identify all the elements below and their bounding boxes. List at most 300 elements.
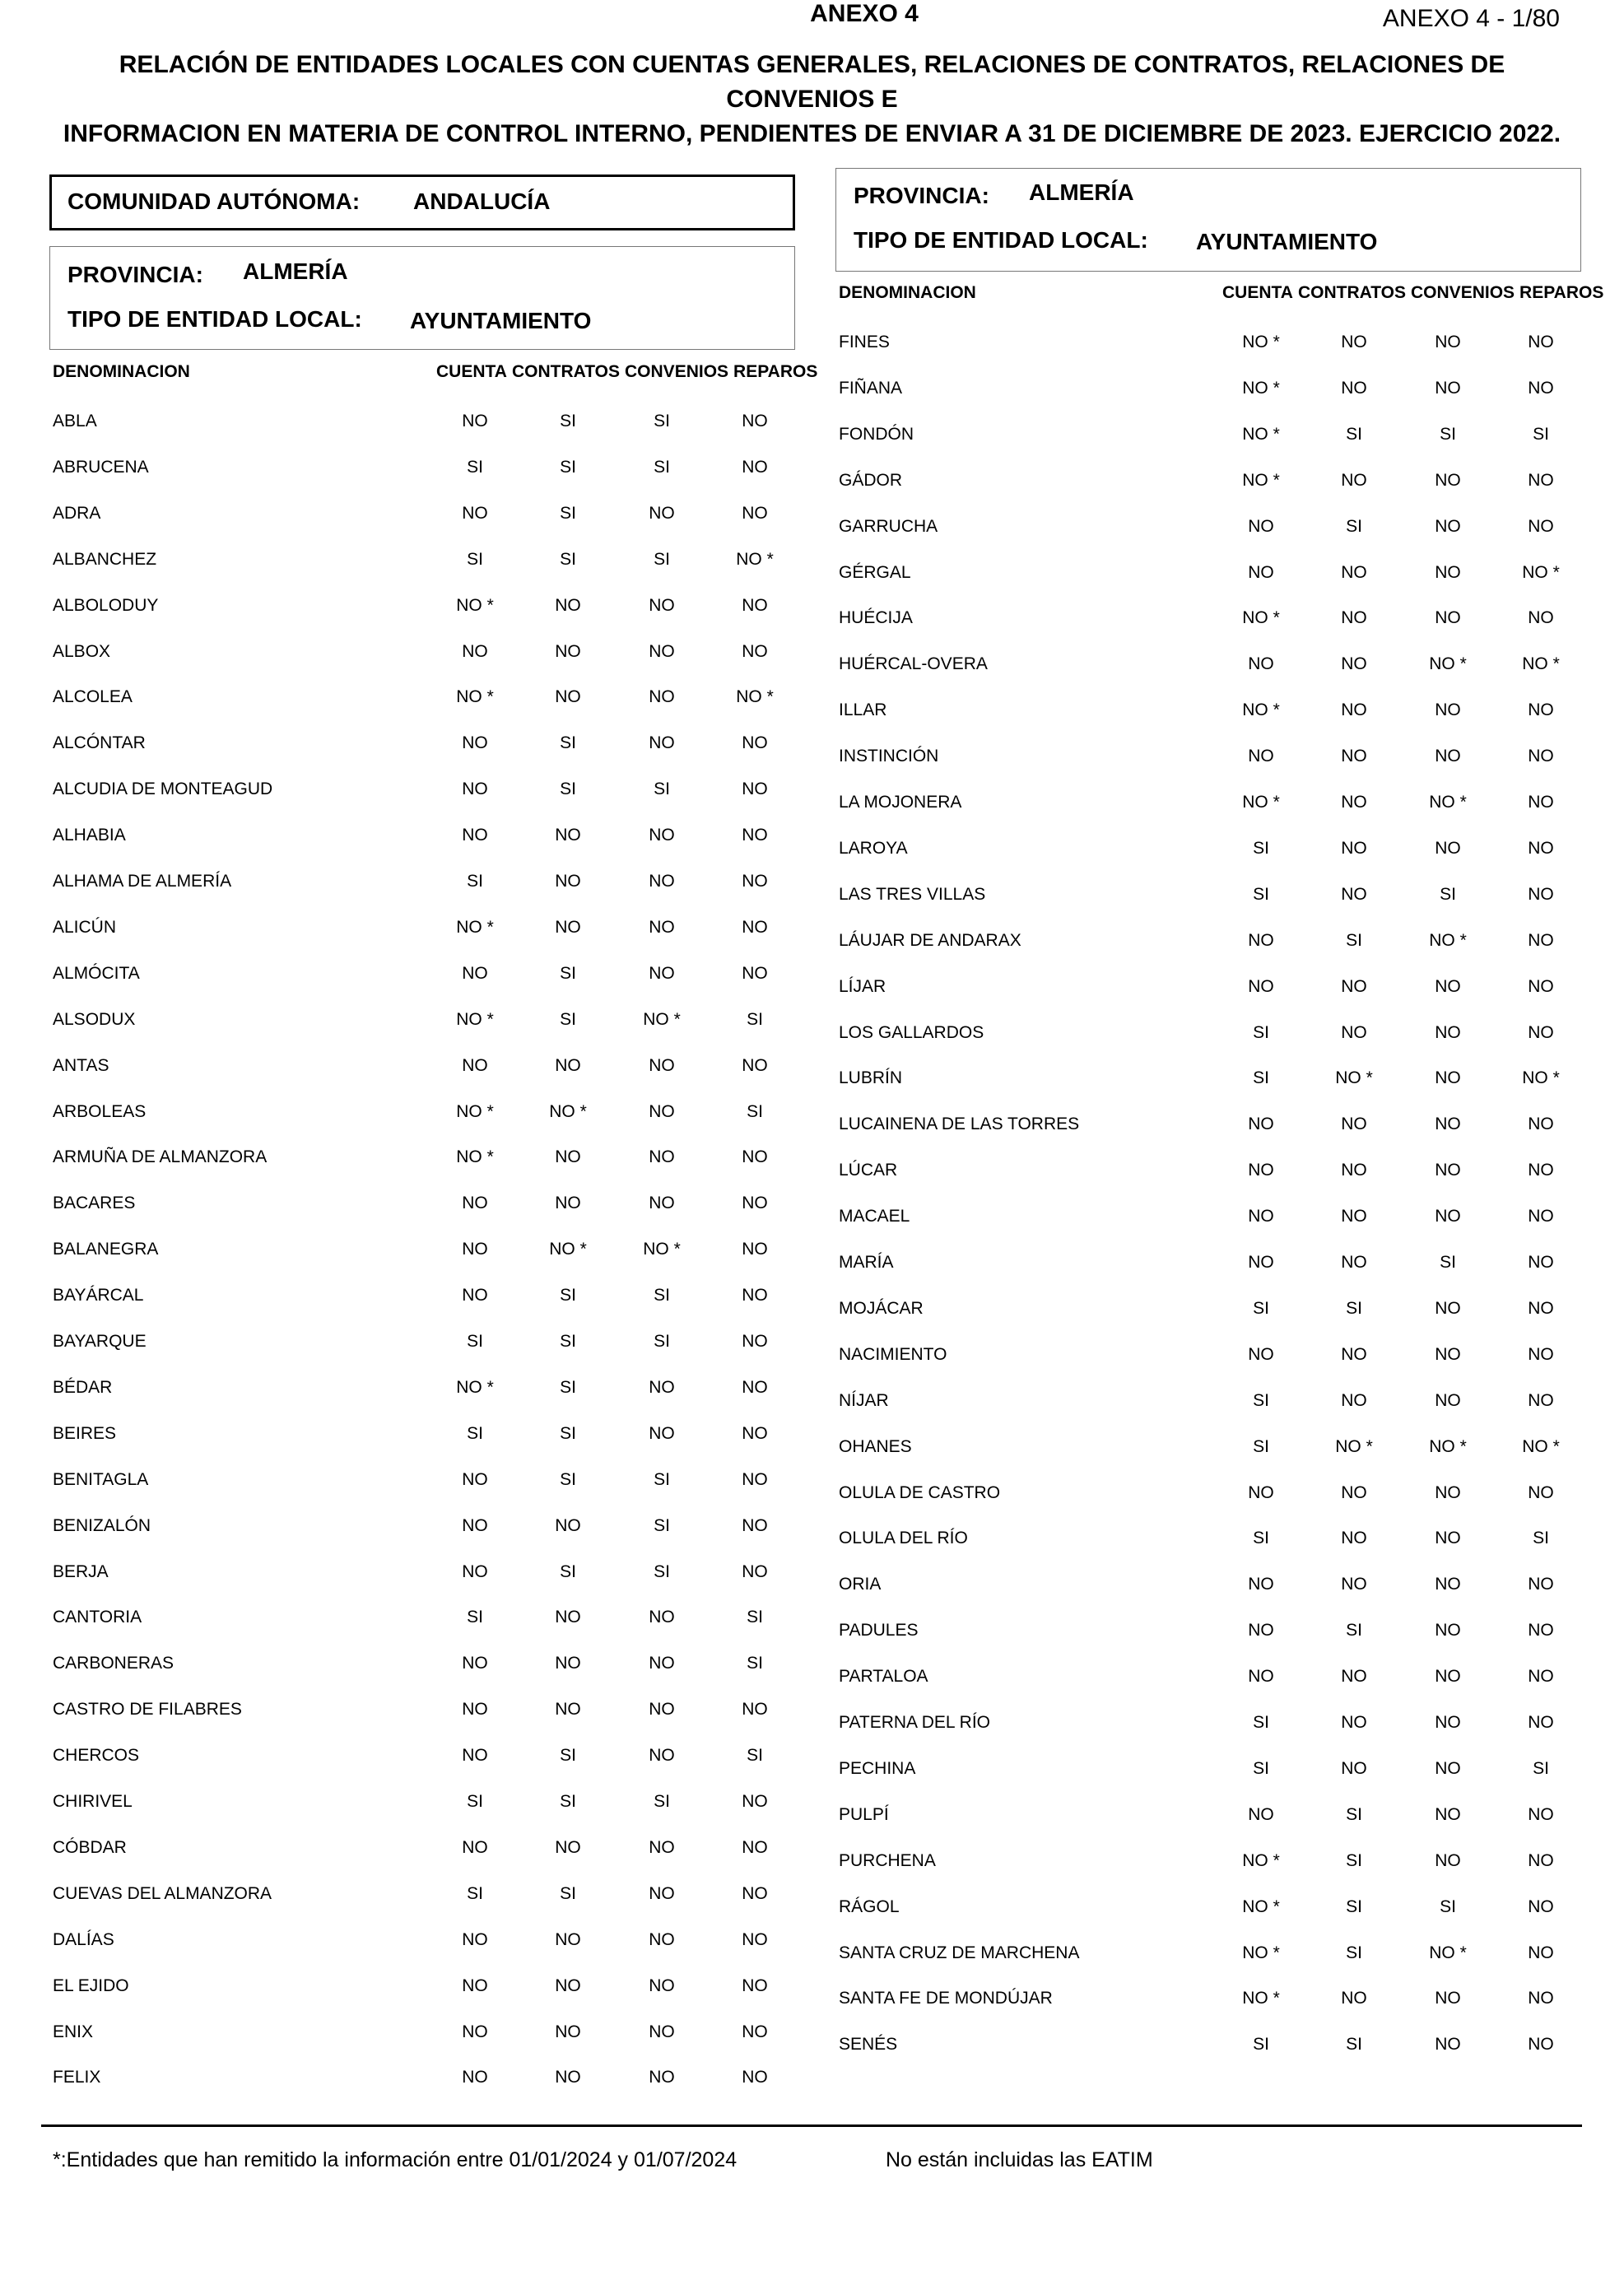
convenios-cell: NO: [1435, 1344, 1461, 1364]
reparos-cell: NO: [1528, 2035, 1554, 2055]
contratos-cell: SI: [1346, 2035, 1362, 2055]
reparos-cell: NO: [1528, 1161, 1554, 1180]
table-row: [839, 1437, 1580, 1470]
convenios-cell: NO: [649, 2022, 675, 2041]
table-row: [839, 608, 1580, 641]
entity-name: ADRA: [53, 503, 101, 523]
reparos-cell: NO: [742, 1423, 768, 1443]
reparos-cell: NO: [1528, 1482, 1554, 1502]
contratos-cell: NO: [1341, 562, 1367, 582]
reparos-cell: NO: [742, 1837, 768, 1857]
reparos-cell: NO: [1528, 838, 1554, 858]
entity-name: PULPÍ: [839, 1804, 889, 1824]
convenios-cell: NO: [649, 1147, 675, 1167]
convenios-cell: SI: [654, 549, 670, 569]
reparos-cell: NO: [742, 1377, 768, 1397]
main-heading-line-2: INFORMACION EN MATERIA DE CONTROL INTERNO, PENDIENTES DE ENVIAR A 31 DE DICIEMBRE DE 2023. EJERCICIO 2022.: [63, 120, 1561, 147]
table-row: [839, 1805, 1580, 1838]
entity-name: LÁUJAR DE ANDARAX: [839, 930, 1021, 950]
entity-name: BENITAGLA: [53, 1469, 149, 1489]
cuenta-cell: SI: [467, 1332, 483, 1351]
right-provincia-value: ALMERÍA: [1029, 179, 1134, 205]
left-col-reparos: REPAROS: [733, 362, 818, 381]
entity-name: MARÍA: [839, 1253, 894, 1272]
reparos-cell: NO: [1528, 1344, 1554, 1364]
convenios-cell: NO: [649, 733, 675, 753]
convenios-cell: NO: [1435, 516, 1461, 536]
cuenta-cell: NO: [462, 641, 488, 661]
table-row: [839, 1161, 1580, 1194]
reparos-cell: NO: [1528, 930, 1554, 950]
cuenta-cell: NO: [462, 1055, 488, 1075]
reparos-cell: NO: [742, 1286, 768, 1305]
table-row: [839, 747, 1580, 780]
table-row: [839, 977, 1580, 1010]
table-row: [53, 2068, 793, 2101]
table-row: [839, 1023, 1580, 1056]
annex-title: ANEXO 4: [810, 0, 919, 27]
page-number: ANEXO 4 - 1/80: [1382, 5, 1560, 32]
table-row: [53, 872, 793, 905]
cuenta-cell: NO: [1248, 562, 1274, 582]
contratos-cell: NO: [1341, 793, 1367, 812]
entity-name: ARBOLEAS: [53, 1101, 147, 1121]
table-row: [53, 1516, 793, 1549]
cuenta-cell: NO *: [1242, 470, 1280, 490]
cuenta-cell: SI: [1253, 2035, 1269, 2055]
entity-name: LAROYA: [839, 838, 908, 858]
entity-name: LÍJAR: [839, 976, 886, 996]
cuenta-cell: NO *: [1242, 1989, 1280, 2008]
cuenta-cell: NO *: [1242, 1850, 1280, 1870]
reparos-cell: NO: [742, 2022, 768, 2041]
table-row: [53, 687, 793, 720]
contratos-cell: NO: [555, 872, 581, 891]
reparos-cell: NO: [742, 1515, 768, 1535]
table-row: [53, 1976, 793, 2009]
entity-name: LUBRÍN: [839, 1068, 903, 1088]
convenios-cell: NO: [1435, 1575, 1461, 1594]
contratos-cell: SI: [560, 963, 576, 983]
convenios-cell: NO: [1435, 378, 1461, 398]
entity-name: EL EJIDO: [53, 1976, 129, 1995]
entity-name: MOJÁCAR: [839, 1298, 924, 1318]
entity-name: OLULA DE CASTRO: [839, 1482, 1001, 1502]
table-row: [839, 1483, 1580, 1516]
reparos-cell: NO: [742, 641, 768, 661]
table-row: [839, 1068, 1580, 1101]
entity-name: ALBOX: [53, 641, 111, 661]
convenios-cell: NO: [649, 1654, 675, 1673]
table-row: [53, 1010, 793, 1043]
entity-name: GARRUCHA: [839, 516, 938, 536]
reparos-cell: NO: [742, 412, 768, 430]
right-header-denominacion: DENOMINACION: [839, 283, 976, 302]
cuenta-cell: SI: [467, 1423, 483, 1443]
contratos-cell: SI: [560, 1286, 576, 1305]
convenios-cell: NO: [649, 826, 675, 845]
cuenta-cell: NO: [1248, 516, 1274, 536]
contratos-cell: NO: [1341, 333, 1367, 351]
convenios-cell: NO: [649, 1423, 675, 1443]
convenios-cell: NO: [1435, 1390, 1461, 1410]
table-row: [839, 333, 1580, 365]
cuenta-cell: SI: [1253, 1529, 1269, 1548]
left-tipo-label: TIPO DE ENTIDAD LOCAL:: [67, 306, 362, 332]
table-row: [839, 563, 1580, 596]
entity-name: FIÑANA: [839, 378, 903, 398]
cuenta-cell: SI: [1253, 884, 1269, 904]
convenios-cell: NO: [649, 1194, 675, 1213]
entity-name: ALCOLEA: [53, 687, 133, 707]
contratos-cell: NO: [555, 917, 581, 937]
contratos-cell: SI: [1346, 1896, 1362, 1916]
entity-name: PADULES: [839, 1621, 919, 1640]
table-row: [53, 2022, 793, 2055]
contratos-cell: SI: [1346, 1804, 1362, 1824]
contratos-cell: NO: [1341, 976, 1367, 996]
contratos-cell: NO: [555, 1147, 581, 1167]
reparos-cell: NO: [742, 1792, 768, 1811]
table-row: [53, 1838, 793, 1871]
contratos-cell: NO: [1341, 747, 1367, 766]
entity-name: NÍJAR: [839, 1390, 889, 1410]
convenios-cell: NO: [1435, 1850, 1461, 1870]
contratos-cell: NO: [555, 2068, 581, 2087]
right-col-reparos: REPAROS: [1519, 283, 1604, 302]
reparos-cell: NO: [742, 1332, 768, 1351]
reparos-cell: NO *: [1522, 654, 1560, 674]
cuenta-cell: SI: [1253, 1436, 1269, 1456]
reparos-cell: NO: [1528, 1298, 1554, 1318]
contratos-cell: NO: [1341, 1713, 1367, 1732]
reparos-cell: NO: [1528, 1115, 1554, 1134]
cuenta-cell: NO *: [456, 1101, 494, 1121]
reparos-cell: NO: [742, 1055, 768, 1075]
entity-name: HUÉRCAL-OVERA: [839, 654, 988, 674]
entity-name: ORIA: [839, 1575, 882, 1594]
entity-name: LÚCAR: [839, 1161, 898, 1180]
convenios-cell: NO: [1435, 1621, 1461, 1640]
contratos-cell: NO *: [549, 1101, 587, 1121]
table-row: [839, 1759, 1580, 1792]
reparos-cell: SI: [747, 1608, 763, 1627]
table-row: [839, 379, 1580, 412]
entity-name: BALANEGRA: [53, 1240, 159, 1259]
entity-name: OLULA DEL RÍO: [839, 1529, 968, 1548]
convenios-cell: NO: [649, 963, 675, 983]
convenios-cell: NO *: [643, 1009, 681, 1029]
cuenta-cell: SI: [467, 872, 483, 891]
cuenta-cell: NO: [462, 1837, 488, 1857]
cuenta-cell: NO: [1248, 1667, 1274, 1687]
reparos-cell: NO: [742, 917, 768, 937]
table-row: [839, 517, 1580, 550]
cuenta-cell: NO: [1248, 1482, 1274, 1502]
entity-name: DALÍAS: [53, 1929, 114, 1949]
reparos-cell: SI: [747, 1746, 763, 1766]
table-row: [839, 839, 1580, 872]
cuenta-cell: NO: [1248, 747, 1274, 766]
table-row: [53, 1286, 793, 1319]
convenios-cell: SI: [1440, 884, 1456, 904]
cuenta-cell: NO: [462, 1976, 488, 1995]
contratos-cell: SI: [560, 1009, 576, 1029]
reparos-cell: NO: [1528, 1621, 1554, 1640]
convenios-cell: SI: [654, 780, 670, 799]
cuenta-cell: NO: [1248, 1253, 1274, 1272]
entity-name: BACARES: [53, 1194, 136, 1213]
table-row: [53, 1470, 793, 1503]
contratos-cell: NO: [1341, 1161, 1367, 1180]
contratos-cell: NO: [1341, 654, 1367, 674]
reparos-cell: NO: [1528, 700, 1554, 720]
cuenta-cell: NO: [1248, 1575, 1274, 1594]
convenios-cell: NO: [1435, 1667, 1461, 1687]
table-row: [839, 2035, 1580, 2068]
contratos-cell: SI: [1346, 1621, 1362, 1640]
convenios-cell: NO: [649, 1700, 675, 1720]
convenios-cell: NO: [1435, 1989, 1461, 2008]
reparos-cell: NO: [1528, 793, 1554, 812]
convenios-cell: NO: [649, 687, 675, 707]
convenios-cell: NO: [1435, 562, 1461, 582]
entity-name: ABRUCENA: [53, 457, 149, 477]
contratos-cell: NO: [1341, 700, 1367, 720]
entity-name: CHIRIVEL: [53, 1792, 133, 1811]
contratos-cell: SI: [1346, 1943, 1362, 1962]
convenios-cell: NO: [1435, 1298, 1461, 1318]
contratos-cell: NO: [555, 826, 581, 845]
convenios-cell: NO: [1435, 838, 1461, 858]
entity-name: PATERNA DEL RÍO: [839, 1713, 990, 1732]
cuenta-cell: SI: [1253, 1022, 1269, 1042]
convenios-cell: NO: [1435, 1115, 1461, 1134]
convenios-cell: NO: [1435, 608, 1461, 628]
table-row: [53, 1056, 793, 1089]
entity-name: ENIX: [53, 2022, 94, 2041]
convenios-cell: SI: [654, 1286, 670, 1305]
convenios-cell: SI: [654, 1469, 670, 1489]
convenios-cell: NO: [649, 1608, 675, 1627]
cuenta-cell: NO: [1248, 1344, 1274, 1364]
entity-name: SANTA CRUZ DE MARCHENA: [839, 1943, 1080, 1962]
reparos-cell: NO: [742, 963, 768, 983]
convenios-cell: NO: [1435, 470, 1461, 490]
left-tipo-value: AYUNTAMIENTO: [410, 308, 592, 333]
entity-name: ANTAS: [53, 1055, 109, 1075]
entity-name: GÉRGAL: [839, 562, 911, 582]
cuenta-cell: NO *: [1242, 700, 1280, 720]
contratos-cell: NO: [1341, 1758, 1367, 1778]
reparos-cell: NO: [1528, 1390, 1554, 1410]
reparos-cell: NO: [742, 872, 768, 891]
convenios-cell: NO: [649, 595, 675, 615]
table-row: [53, 1332, 793, 1365]
cuenta-cell: NO: [1248, 1804, 1274, 1824]
reparos-cell: NO: [1528, 1850, 1554, 1870]
convenios-cell: NO *: [1429, 1943, 1467, 1962]
table-row: [839, 1575, 1580, 1608]
contratos-cell: NO: [555, 1976, 581, 1995]
cuenta-cell: NO: [462, 2022, 488, 2041]
contratos-cell: SI: [1346, 1850, 1362, 1870]
contratos-cell: NO: [1341, 1529, 1367, 1548]
table-row: [53, 1378, 793, 1411]
entity-name: SENÉS: [839, 2035, 898, 2055]
convenios-cell: NO: [1435, 747, 1461, 766]
comunidad-value: ANDALUCÍA: [413, 188, 551, 214]
footer-eatim-note: No están incluidas las EATIM: [886, 2148, 1153, 2171]
entity-name: FINES: [839, 333, 890, 351]
entity-name: PURCHENA: [839, 1850, 936, 1870]
table-row: [53, 1147, 793, 1180]
contratos-cell: NO: [555, 595, 581, 615]
table-row: [839, 1391, 1580, 1424]
reparos-cell: NO *: [1522, 1436, 1560, 1456]
entity-name: INSTINCIÓN: [839, 747, 939, 766]
table-row: [53, 1792, 793, 1825]
entity-name: BENIZALÓN: [53, 1515, 151, 1535]
contratos-cell: NO *: [1335, 1068, 1373, 1088]
cuenta-cell: NO *: [1242, 424, 1280, 444]
entity-name: CASTRO DE FILABRES: [53, 1700, 242, 1720]
cuenta-cell: NO *: [1242, 1943, 1280, 1962]
convenios-cell: NO: [649, 1101, 675, 1121]
contratos-cell: NO: [1341, 1482, 1367, 1502]
entity-name: ALBANCHEZ: [53, 549, 157, 569]
table-row: [839, 1943, 1580, 1976]
convenios-cell: NO *: [1429, 930, 1467, 950]
contratos-cell: NO: [1341, 470, 1367, 490]
convenios-cell: NO: [649, 1837, 675, 1857]
contratos-cell: NO: [555, 1055, 581, 1075]
reparos-cell: NO: [1528, 1989, 1554, 2008]
convenios-cell: NO *: [1429, 793, 1467, 812]
reparos-cell: NO: [742, 1469, 768, 1489]
entity-name: ABLA: [53, 412, 97, 430]
cuenta-cell: NO *: [1242, 1896, 1280, 1916]
entity-name: CANTORIA: [53, 1608, 142, 1627]
table-row: [53, 964, 793, 997]
entity-name: ALCUDIA DE MONTEAGUD: [53, 780, 273, 799]
convenios-cell: NO: [1435, 2035, 1461, 2055]
table-row: [839, 700, 1580, 733]
convenios-cell: SI: [1440, 1253, 1456, 1272]
cuenta-cell: NO: [462, 780, 488, 799]
cuenta-cell: NO: [1248, 1207, 1274, 1226]
cuenta-cell: SI: [1253, 1298, 1269, 1318]
contratos-cell: NO *: [1335, 1436, 1373, 1456]
entity-name: GÁDOR: [839, 470, 903, 490]
entity-name: PARTALOA: [839, 1667, 928, 1687]
contratos-cell: NO: [1341, 1022, 1367, 1042]
cuenta-cell: SI: [1253, 838, 1269, 858]
cuenta-cell: SI: [1253, 1068, 1269, 1088]
table-row: [53, 1884, 793, 1917]
entity-name: LA MOJONERA: [839, 793, 962, 812]
entity-name: BAYÁRCAL: [53, 1286, 144, 1305]
contratos-cell: NO: [1341, 1253, 1367, 1272]
table-row: [839, 1529, 1580, 1561]
convenios-cell: NO: [649, 1746, 675, 1766]
convenios-cell: NO: [649, 1929, 675, 1949]
entity-name: LOS GALLARDOS: [839, 1022, 984, 1042]
cuenta-cell: NO *: [456, 917, 494, 937]
contratos-cell: SI: [560, 1377, 576, 1397]
reparos-cell: NO: [742, 1194, 768, 1213]
contratos-cell: SI: [1346, 930, 1362, 950]
reparos-cell: NO: [742, 2068, 768, 2087]
reparos-cell: NO: [742, 780, 768, 799]
reparos-cell: NO: [1528, 1575, 1554, 1594]
reparos-cell: NO: [742, 595, 768, 615]
entity-name: BAYARQUE: [53, 1332, 147, 1351]
contratos-cell: NO: [555, 2022, 581, 2041]
entity-name: HUÉCIJA: [839, 608, 913, 628]
contratos-cell: NO: [555, 1929, 581, 1949]
reparos-cell: SI: [747, 1009, 763, 1029]
contratos-cell: NO: [1341, 1989, 1367, 2008]
convenios-cell: NO *: [1429, 654, 1467, 674]
cuenta-cell: SI: [467, 1792, 483, 1811]
reparos-cell: NO: [1528, 470, 1554, 490]
table-row: [839, 1667, 1580, 1700]
convenios-cell: NO: [1435, 1068, 1461, 1088]
entity-name: LAS TRES VILLAS: [839, 884, 986, 904]
entity-name: ALHAMA DE ALMERÍA: [53, 872, 232, 891]
convenios-cell: NO: [1435, 333, 1461, 351]
reparos-cell: NO: [1528, 1713, 1554, 1732]
contratos-cell: NO: [555, 641, 581, 661]
entity-name: BEIRES: [53, 1423, 117, 1443]
cuenta-cell: NO: [1248, 1161, 1274, 1180]
contratos-cell: SI: [560, 1332, 576, 1351]
reparos-cell: NO: [742, 503, 768, 523]
entity-name: CARBONERAS: [53, 1654, 174, 1673]
reparos-cell: NO: [1528, 976, 1554, 996]
left-col-convenios: CONVENIOS: [625, 362, 729, 381]
convenios-cell: NO: [1435, 1161, 1461, 1180]
table-row: [839, 1989, 1580, 2022]
footer-note: *:Entidades que han remitido la información entre 01/01/2024 y 01/07/2024: [53, 2148, 738, 2171]
contratos-cell: SI: [1346, 424, 1362, 444]
contratos-cell: NO *: [549, 1240, 587, 1259]
reparos-cell: NO: [1528, 1022, 1554, 1042]
cuenta-cell: NO: [462, 1469, 488, 1489]
contratos-cell: SI: [560, 733, 576, 753]
table-row: [53, 642, 793, 675]
convenios-cell: NO: [1435, 976, 1461, 996]
cuenta-cell: SI: [467, 549, 483, 569]
contratos-cell: NO: [555, 1700, 581, 1720]
reparos-cell: NO *: [736, 549, 774, 569]
table-row: [53, 550, 793, 583]
reparos-cell: SI: [1533, 424, 1549, 444]
table-row: [53, 1102, 793, 1135]
table-row: [839, 1253, 1580, 1286]
cuenta-cell: NO: [462, 412, 488, 430]
cuenta-cell: NO: [462, 1700, 488, 1720]
contratos-cell: SI: [560, 549, 576, 569]
table-row: [53, 596, 793, 629]
contratos-cell: NO: [555, 1515, 581, 1535]
reparos-cell: NO *: [1522, 1068, 1560, 1088]
reparos-cell: NO: [742, 1700, 768, 1720]
cuenta-cell: SI: [1253, 1758, 1269, 1778]
convenios-cell: NO: [649, 917, 675, 937]
right-col-cuenta: CUENTA: [1222, 283, 1293, 302]
